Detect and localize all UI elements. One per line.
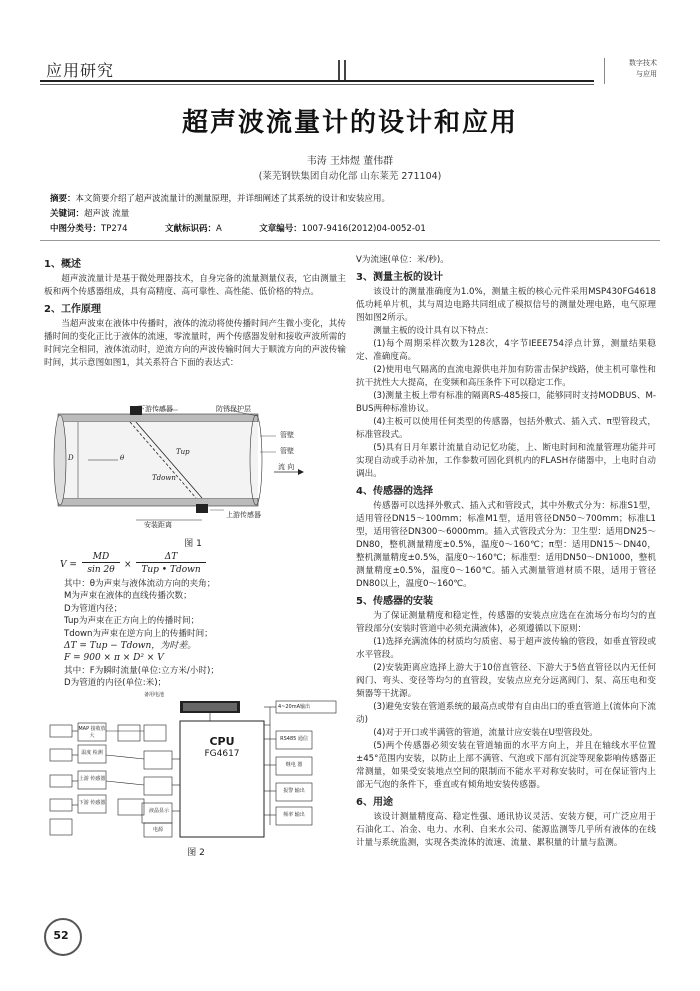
label-pipe: 管壁: [280, 431, 294, 439]
paragraph: V为流速(单位：米/秒)。: [356, 255, 449, 265]
section-heading: 6、用途: [356, 797, 393, 808]
label-tup: Tup: [176, 448, 190, 456]
formula-den: Tup • Tdown: [141, 565, 201, 575]
definition-line: ΔT = Tup − Tdown，为时差。: [64, 641, 197, 652]
cpu-label: CPU: [209, 735, 235, 748]
right-column: [356, 254, 656, 850]
definition-line: M为声束在液体的直线传播次数；: [64, 591, 192, 602]
paragraph: (2)安装距离应选择上游大于10倍直管径、下游大于5倍直管径以内无任何阀门、弯头、变径等均匀的直管段，安装点应充分远离阀门、泵、高压电和变频器等干扰源。: [356, 663, 656, 699]
block-label: MAP 接收放大: [78, 726, 106, 739]
abstract-text: 本文简要介绍了超声波流量计的测量原理，并详细阐述了其系统的设计和安装应用。: [75, 194, 391, 204]
paragraph: (5)两个传感器必须安装在管道轴面的水平方向上，并且在轴线水平位置±45°范围内安装，以防止上部不满管、气泡或下部有沉淀等现象影响传感器正常测量，如果受安装地点空间的限制而不能水平对称安装时，可在保证管内上部无气泡的条件下，垂直或有倾角地安装传感器。: [356, 741, 656, 790]
definition-line: D为管道内径；: [64, 603, 123, 614]
corner-line: 数字技术: [629, 59, 657, 67]
block-label: 液晶显示: [148, 808, 169, 814]
paragraph: (2)使用电气隔离的直流电源供电并加有防雷击保护线路，使主机可靠性和抗干扰性大大提高，在变频和高压条件下可以稳定工作。: [356, 365, 656, 388]
affiliation: (莱芜钢铁集团自动化部 山东莱芜 271104): [258, 171, 442, 182]
formula-den: sin 2θ: [87, 565, 115, 575]
block-label: 上游 传感器: [78, 776, 106, 782]
definition-line: Tup为声束在正方向上的传播时间；: [64, 616, 200, 627]
label-theta: θ: [120, 454, 125, 462]
flow-pipe-diagram: [48, 400, 338, 530]
block-label: 温度 检测: [81, 750, 103, 756]
label-d: D: [68, 454, 74, 462]
label-downstream: 下游传感器: [138, 405, 173, 413]
label-install: 安装距离: [144, 521, 172, 529]
section-heading: 4、传感器的选择: [356, 486, 433, 497]
definition-line: D为管道的内径(单位:米)；: [64, 678, 167, 689]
definition-line: 其中：F为瞬时流量(单位:立方米/小时)；: [64, 665, 219, 676]
paragraph: (4)主板可以使用任何类型的传感器，包括外敷式、插入式、π型管段式，标准管段式。: [356, 417, 656, 440]
block-label: 继电 器: [285, 762, 303, 768]
formula-1: V = MD sin 2θ × ΔT Tup • Tdown: [60, 552, 340, 580]
figure-1-caption: 图 1: [184, 539, 202, 549]
section-tag: 应用研究: [46, 61, 115, 80]
paragraph: 该设计测量精度高、稳定性强、通讯协议灵活、安装方便，可广泛应用于石油化工、冶金、电力、水利、自来水公司、能源监测等几乎所有液体的在线计量与系统监测，实现各类流体的流速、流量、累积量的计量与监测。: [356, 812, 656, 848]
abstract-rule: [40, 240, 660, 241]
paragraph: (1)选择充满流体的材质均匀质密、易于超声波传输的管段，如垂直管段或水平管段。: [356, 637, 656, 660]
article-title: 超声波流量计的设计和应用: [181, 108, 518, 138]
chip-label: FG4617: [204, 749, 240, 759]
paragraph: (5)具有日月年累计流量自动记忆功能，上、断电时间和流量管理功能并可实现自动或手动补加，工作参数可固化到机内的FLASH存储器中，上电时自动调出。: [356, 443, 656, 479]
journal-corner: [604, 58, 657, 84]
section-heading: 3、测量主板的设计: [356, 272, 443, 283]
authors: 韦涛 王炜煜 董伟群: [306, 156, 394, 167]
paragraph: 超声波流量计是基于微处理器技术，自身完备的流量测量仪表，它由测量主板和两个传感器组成，具有高精度、高可靠性、高性能、低价格的特点。: [44, 274, 346, 297]
paragraph: 该设计的测量准确度为1.0%，测量主板的核心元件采用MSP430FG4618低功耗单片机，其与周边电路共同组成了模拟信号的测量处理电路，电气原理图如图2所示。: [356, 287, 656, 323]
header-divider: [338, 60, 340, 82]
analog-output-label: 4~20mA输出: [278, 704, 311, 710]
paragraph: (3)测量主板上带有标准的隔离RS-485接口，能够同时支持MODBUS、M-BUS两种标准协议。: [356, 391, 656, 414]
paragraph: 传感器可以选择外敷式、插入式和管段式，其中外敷式分为：标准S1型，适用管径DN15～100mm；标准M1型，适用管径DN50～700mm；标准L1型，适用管径DN300～6000mm。插入式管段式分为：卫生型：适用DN25～DN80，整机测量精度±0.5%，温度0～160℃；π型：适用DN15～DN40，整机测量精度±0.5%，温度0～160℃；标准型：适用DN50～DN1000，整机测量精度±0.5%，温度0～160℃。插入式测量管道材质不限，适用于管径DN80以上，温度0～160℃。: [356, 501, 656, 589]
paragraph: (1)每个周期采样次数为128次，4字节IEEE754浮点计算，测量结果稳定、准确度高。: [356, 339, 656, 362]
label-tdown: Tdown: [152, 474, 176, 482]
doc-code-label: 文献标识码：: [164, 224, 216, 234]
figure-2-caption: 图 2: [187, 848, 205, 858]
paragraph: (4)对于开口或半满管的管道，流量计应安装在U型管段处。: [373, 728, 598, 738]
header-rule: [40, 84, 594, 85]
paragraph: 测量主板的设计具有以下特点：: [373, 326, 494, 336]
definition-line: F = 900 × π × D² × V: [64, 653, 164, 664]
label-flow: 流 向: [278, 463, 295, 471]
page-number: 52: [53, 929, 69, 942]
figure-2: [48, 692, 344, 858]
section-heading: 1、概述: [44, 259, 81, 270]
paragraph: 为了保证测量精度和稳定性，传感器的安装点应选在在流场分布均匀的直管段部分(安装时管道中必须充满液体)，必须遵循以下原则：: [356, 611, 656, 634]
article-no-label: 文章编号：: [259, 224, 302, 234]
paragraph: (3)避免安装在管道系统的最高点或带有自由出口的垂直管道上(流体向下流动): [356, 702, 656, 725]
corner-line: 与应用: [636, 70, 657, 78]
circuit-block-diagram: [48, 695, 344, 843]
label-upstream: 上游传感器: [226, 511, 261, 519]
definitions: [64, 578, 344, 690]
figure-1: [48, 400, 338, 550]
section-heading: 2、工作原理: [44, 304, 101, 315]
block-label: RS485 通信: [280, 736, 308, 742]
formula-lhs: V =: [60, 560, 77, 570]
definition-line: Tdown为声束在逆方向上的传播时间；: [64, 628, 213, 639]
classification-line: [50, 222, 650, 234]
formula-num: MD: [82, 552, 120, 563]
paragraph: 当超声波束在液体中传播时，液体的流动将使传播时间产生微小变化，其传播时间的变化正比于液体的流速，零流量时，两个传感器发射和接收声波所需的时间完全相同，液体流动时，逆流方向的声波传输时间大于顺流方向的声波传输时间，其示意图如图1，其关系符合下面的表达式：: [44, 319, 346, 368]
article-no-value: 1007-9416(2012)04-0052-01: [301, 224, 426, 234]
block-label: 频率 输出: [283, 812, 305, 818]
label-layer: 防锈保护层: [216, 405, 251, 413]
clc-value: TP274: [101, 224, 128, 234]
keywords: [50, 207, 129, 219]
top-block-label: 备用电池: [144, 692, 165, 698]
block-label: 报警 输出: [283, 788, 305, 794]
block-label: 下游 传感器: [78, 800, 106, 806]
left-column: [44, 254, 346, 370]
doc-code-value: A: [215, 224, 222, 234]
formula-num: ΔT: [136, 552, 206, 563]
header-divider: [344, 60, 346, 82]
keywords-text: 超声波 流量: [84, 209, 130, 219]
label-liquid: 管壁: [280, 447, 294, 455]
header-rule: [40, 80, 594, 82]
abstract-label: 摘要：: [50, 194, 76, 204]
abstract: [50, 192, 390, 204]
definition-line: 其中：θ为声束与液体流动方向的夹角；: [64, 579, 216, 589]
clc-label: 中图分类号：: [50, 224, 102, 234]
keywords-label: 关键词：: [50, 209, 85, 219]
block-label: 电源: [152, 827, 163, 833]
section-heading: 5、传感器的安装: [356, 596, 433, 607]
